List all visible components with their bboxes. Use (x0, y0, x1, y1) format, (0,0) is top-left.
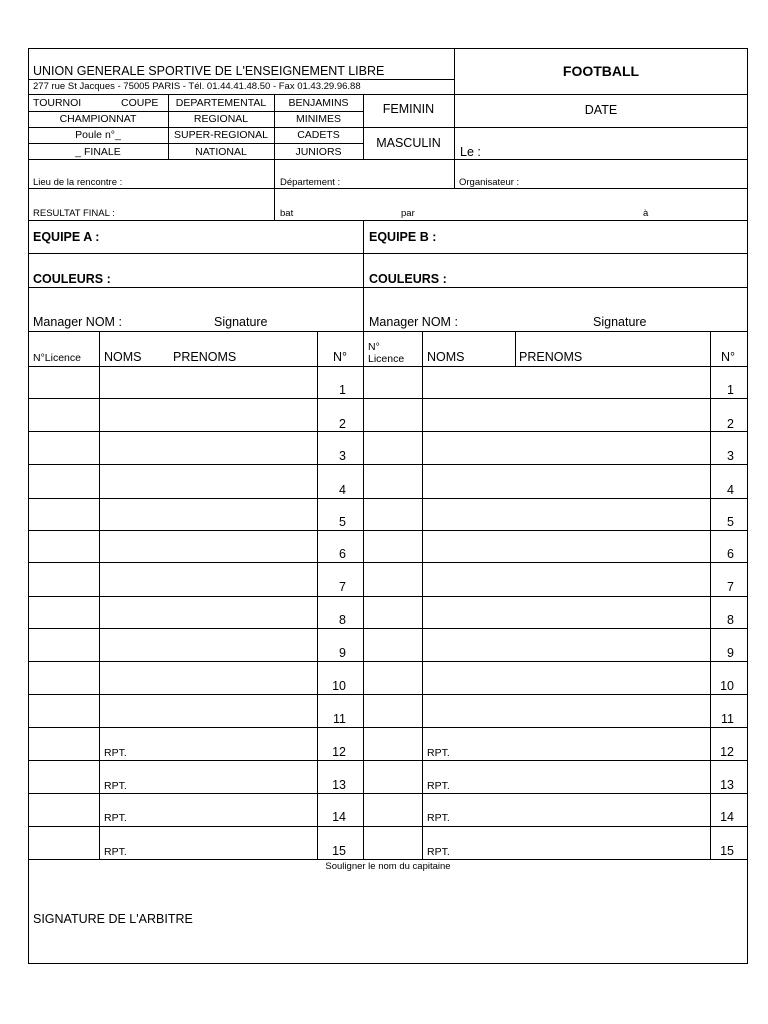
option-finale: _ FINALE (75, 146, 121, 158)
line (28, 661, 748, 662)
option-minimes: MINIMES (296, 113, 341, 125)
line (28, 127, 748, 128)
line (28, 530, 748, 531)
line (28, 859, 748, 860)
rpt-label-a: RPT. (104, 846, 127, 858)
row-number-b: 9 (727, 646, 734, 660)
line (28, 596, 748, 597)
sport-title: FOOTBALL (562, 63, 640, 79)
departement-label: Département : (280, 177, 341, 188)
option-regional: REGIONAL (193, 113, 249, 125)
line (28, 220, 748, 221)
couleurs-b-label: COULEURS : (369, 272, 447, 286)
option-masculin: MASCULIN (376, 136, 441, 150)
line (28, 111, 363, 112)
line (28, 366, 748, 367)
line (28, 79, 454, 80)
option-benjamins: BENJAMINS (288, 97, 349, 109)
line (28, 464, 748, 465)
option-juniors: JUNIORS (295, 146, 342, 158)
row-number-a: 2 (339, 417, 346, 431)
row-number-b: 5 (727, 515, 734, 529)
noms-b-header: NOMS (427, 350, 465, 364)
option-super-regional: SUPER-REGIONAL (174, 129, 268, 141)
row-number-a: 11 (333, 712, 346, 726)
licence-a-header: N°Licence (33, 352, 81, 364)
option-national: NATIONAL (195, 146, 247, 158)
line (515, 331, 516, 366)
row-number-a: 9 (339, 646, 346, 660)
row-number-a: 5 (339, 515, 346, 529)
org-address: 277 rue St Jacques - 75005 PARIS - Tél. 01.44.41.48.50 - Fax 01.43.29.96.88 (33, 81, 361, 92)
line (28, 94, 748, 95)
team-split (363, 220, 364, 859)
line (422, 331, 423, 859)
prenoms-b-header: PRENOMS (519, 350, 583, 364)
rpt-label-b: RPT. (427, 846, 450, 858)
rpt-label-b: RPT. (427, 780, 450, 792)
row-number-b: 4 (727, 483, 734, 497)
row-number-b: 10 (720, 679, 734, 693)
option-cadets: CADETS (297, 129, 340, 141)
row-number-a: 12 (332, 745, 346, 759)
row-number-b: 14 (720, 810, 734, 824)
row-number-b: 11 (721, 712, 734, 726)
noms-a-header: NOMS (104, 350, 142, 364)
frame-bottom (28, 963, 748, 964)
row-number-a: 8 (339, 613, 346, 627)
signature-b-label: Signature (593, 315, 647, 329)
rpt-label-b: RPT. (427, 747, 450, 759)
signature-a-label: Signature (214, 315, 268, 329)
row-number-a: 15 (332, 844, 346, 858)
licence-b-header-line1: N° (368, 341, 380, 353)
option-departemental: DEPARTEMENTAL (175, 97, 267, 109)
option-coupe: COUPE (121, 97, 159, 109)
num-b-header: N° (721, 350, 736, 364)
line (274, 159, 275, 220)
rpt-label-a: RPT. (104, 747, 127, 759)
capitaine-note: Souligner le nom du capitaine (325, 861, 451, 872)
organisateur-label: Organisateur : (459, 177, 520, 188)
row-number-a: 6 (339, 547, 346, 561)
line (28, 143, 363, 144)
line (28, 826, 748, 827)
manager-b-label: Manager NOM : (369, 315, 458, 329)
rpt-label-a: RPT. (104, 812, 127, 824)
line (28, 188, 748, 189)
line (28, 498, 748, 499)
line (28, 760, 748, 761)
row-number-b: 15 (720, 844, 734, 858)
line (28, 793, 748, 794)
row-number-a: 1 (339, 383, 346, 397)
option-feminin: FEMININ (382, 102, 435, 116)
row-number-b: 2 (727, 417, 734, 431)
option-tournoi: TOURNOI (33, 97, 82, 109)
row-number-b: 7 (727, 580, 734, 594)
row-number-a: 3 (339, 449, 346, 463)
arbitre-signature-label: SIGNATURE DE L'ARBITRE (33, 912, 193, 926)
bat-label: bat (280, 208, 294, 219)
row-number-b: 3 (727, 449, 734, 463)
line (28, 159, 748, 160)
line (99, 331, 100, 859)
line (28, 562, 748, 563)
par-label: par (401, 208, 415, 219)
row-number-a: 4 (339, 483, 346, 497)
org-name: UNION GENERALE SPORTIVE DE L'ENSEIGNEMENT LIBRE (33, 64, 385, 78)
option-championnat: CHAMPIONNAT (59, 113, 137, 125)
row-number-a: 13 (332, 778, 346, 792)
row-number-b: 8 (727, 613, 734, 627)
line (28, 694, 748, 695)
option-poule: Poule n°_ (75, 129, 121, 141)
line (28, 253, 748, 254)
rpt-label-a: RPT. (104, 780, 127, 792)
row-number-a: 7 (339, 580, 346, 594)
equipe-b-label: EQUIPE B : (369, 230, 437, 244)
a-label: à (643, 208, 649, 219)
line (28, 431, 748, 432)
lieu-label: Lieu de la rencontre : (33, 177, 123, 188)
manager-a-label: Manager NOM : (33, 315, 122, 329)
date-le-label: Le : (460, 145, 481, 159)
row-number-b: 12 (720, 745, 734, 759)
row-number-b: 13 (720, 778, 734, 792)
date-label: DATE (584, 103, 618, 117)
num-a-header: N° (333, 350, 348, 364)
rpt-label-b: RPT. (427, 812, 450, 824)
line (28, 628, 748, 629)
equipe-a-label: EQUIPE A : (33, 230, 100, 244)
line (28, 727, 748, 728)
row-number-b: 6 (727, 547, 734, 561)
licence-b-header-line2: Licence (368, 353, 405, 365)
row-number-a: 10 (332, 679, 346, 693)
couleurs-a-label: COULEURS : (33, 272, 111, 286)
line (28, 331, 748, 332)
resultat-label: RESULTAT FINAL : (33, 208, 115, 219)
frame-top (28, 48, 748, 49)
row-number-b: 1 (727, 383, 734, 397)
row-number-a: 14 (332, 810, 346, 824)
line (28, 287, 748, 288)
line (28, 398, 748, 399)
prenoms-a-header: PRENOMS (173, 350, 237, 364)
